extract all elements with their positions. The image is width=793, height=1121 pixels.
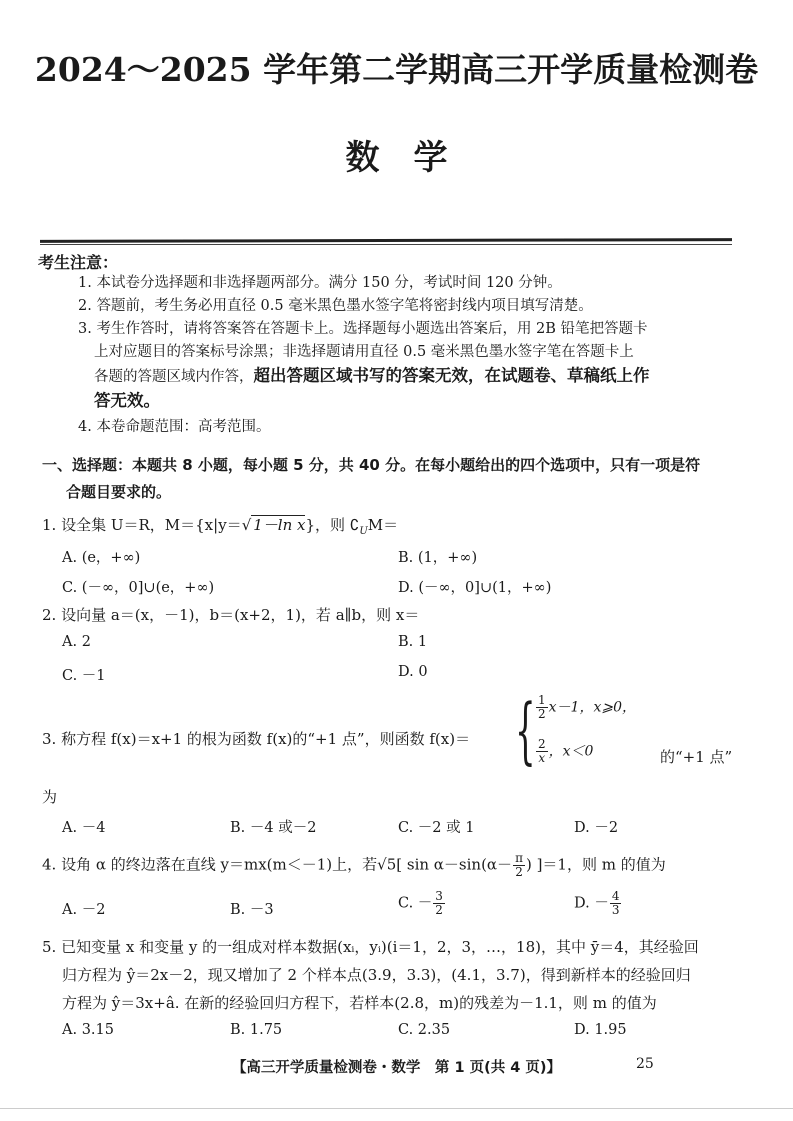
q3-piecewise-function [515, 690, 645, 780]
question-1-stem [42, 514, 398, 537]
q3-piece-2-den: x [538, 751, 546, 765]
q4-option-b[interactable]: B. －3 [230, 902, 274, 918]
left-brace-icon: { [515, 688, 536, 772]
q4-option-c-prefix: C. － [398, 895, 433, 912]
q4-option-c-den: 2 [435, 903, 443, 917]
q2-option-a[interactable]: A. 2 [62, 634, 91, 650]
q3-piece-1-num: 1 [538, 693, 546, 707]
q3-option-b[interactable]: B. －4 或－2 [230, 820, 317, 836]
q3-piece-2-frac [536, 738, 548, 765]
section-choice-line-2: 合题目要求的。 [66, 483, 172, 501]
q3-stem-wei: 为 [42, 788, 58, 806]
q4-stem-a: 4. 设角 α 的终边落在直线 y＝mx(m＜－1)上，若√5 [42, 855, 397, 874]
notice-item-4-label: 4. 本卷命题范围： [78, 419, 198, 435]
q4-pi-num: π [515, 851, 523, 865]
notice-item-3: 3. 考生作答时，请将答案答在答题卡上。选择题每小题选出答案后，用 2B 铅笔把答题卡 [78, 321, 648, 337]
header-rule-thin [40, 244, 732, 245]
notice-item-1: 1. 本试卷分选择题和非选择题两部分。满分 150 分，考试时间 120 分钟。 [78, 275, 562, 291]
q3-piece-2-tail: ，x＜0 [548, 743, 594, 760]
notice-item-4 [78, 416, 743, 439]
q4-option-c[interactable] [398, 890, 446, 917]
q4-option-d-prefix: D. － [574, 895, 609, 912]
q1-stem-b: }，则 ∁ [305, 516, 360, 534]
section-choice-heading [42, 452, 754, 506]
q1-option-d[interactable]: D. (－∞，0]∪(1，+∞) [398, 580, 552, 596]
exam-title: 2024～2025 学年第二学期高三开学质量检测卷 [34, 50, 759, 89]
notice-invalid-warning-end: 答无效。 [94, 391, 160, 410]
question-5-line-3: 方程为 ŷ＝3x+â. 在新的经验回归方程下，若样本(2.8，m)的残差为－1.1，则 m 的值为 [62, 994, 657, 1012]
q4-pi-den: 2 [515, 865, 523, 879]
q2-option-b[interactable]: B. 1 [398, 634, 428, 650]
q4-option-d[interactable] [574, 890, 622, 917]
q2-option-d[interactable]: D. 0 [398, 664, 428, 680]
q3-piece-2 [535, 738, 593, 765]
notice-list [78, 272, 743, 439]
q3-piece-2-num: 2 [538, 737, 546, 751]
q5-option-c[interactable]: C. 2.35 [398, 1022, 451, 1038]
q1-option-a[interactable]: A. (e，+∞) [62, 550, 141, 566]
subject-title: 数 学 [345, 138, 448, 178]
q5-option-a[interactable]: A. 3.15 [62, 1022, 114, 1038]
notice-invalid-warning: 超出答题区域书写的答案无效，在试题卷、草稿纸上作 [253, 366, 650, 385]
notice-item-3-cont-2-text: 各题的答题区域内作答， [94, 369, 254, 385]
q1-stem-c: M＝ [367, 516, 399, 534]
section-choice-line-1: 一、选择题：本题共 8 小题，每小题 5 分，共 40 分。在每小题给出的四个选项中，只有一项是符 [42, 456, 701, 474]
q4-option-d-num: 4 [611, 889, 620, 903]
notice-item-4-scope: 高考范围。 [197, 419, 271, 435]
notice-item-3-cont-2 [78, 364, 743, 389]
q4-option-d-den: 3 [611, 903, 620, 917]
q1-stem-a: 1. 设全集 U＝R，M＝{x|y＝ [42, 516, 242, 534]
q3-option-a[interactable]: A. －4 [62, 820, 106, 836]
q1-stem-sub: U [359, 526, 368, 537]
q3-option-c[interactable]: C. －2 或 1 [398, 820, 475, 836]
sqrt-symbol: √ [241, 516, 252, 534]
q4-option-c-frac [433, 890, 445, 917]
question-3-stem: 3. 称方程 f(x)＝x+1 的根为函数 f(x)的“+1 点”，则函数 f(x)＝ [42, 730, 471, 748]
q1-option-c[interactable]: C. (－∞，0]∪(e，+∞) [62, 580, 215, 596]
page-footer: 【高三开学质量检测卷・数学 第 1 页(共 4 页)】 [231, 1060, 562, 1076]
q4-stem-b: [ sin α－sin(α－ [396, 855, 513, 874]
q3-piece-1-tail: x－1，x⩾0， [548, 699, 636, 716]
notice-item-2: 2. 答题前，考生务必用直径 0.5 毫米黑色墨水签字笔将密封线内项目填写清楚。 [78, 298, 593, 314]
notice-heading: 考生注意： [38, 253, 119, 272]
q2-option-c[interactable]: C. －1 [62, 668, 106, 684]
q3-piece-1-den: 2 [538, 707, 546, 721]
header-rule-thick [40, 238, 732, 243]
q4-pi-frac [513, 852, 525, 879]
question-4-stem [42, 852, 666, 879]
q4-stem-c: ) ]＝1，则 m 的值为 [525, 855, 666, 874]
q4-option-c-num: 3 [435, 889, 443, 903]
q3-stem-after: 的“+1 点” [660, 748, 733, 766]
notice-item-3-cont-3 [78, 389, 743, 414]
q3-piece-1 [535, 694, 636, 721]
question-2-stem: 2. 设向量 a＝(x，－1)，b＝(x+2，1)，若 a∥b，则 x＝ [42, 606, 420, 624]
notice-item-3-cont-1: 上对应题目的答案标号涂黑；非选择题请用直径 0.5 毫米黑色墨水签字笔在答题卡上 [94, 344, 634, 360]
question-5-line-2: 归方程为 ŷ＝2x－2，现又增加了 2 个样本点(3.9，3.3)，(4.1，3.7)，得到新样本的经验回归 [62, 966, 691, 984]
q3-piece-1-frac [536, 694, 548, 721]
q5-option-d[interactable]: D. 1.95 [574, 1022, 627, 1038]
page-edge [0, 1108, 793, 1109]
question-5-line-1: 5. 已知变量 x 和变量 y 的一组成对样本数据(xᵢ，yᵢ)(i＝1，2，3，…，18)，其中 ȳ＝4，其经验回 [42, 938, 699, 956]
q4-option-a[interactable]: A. －2 [62, 902, 106, 918]
page-code: 25 [636, 1056, 654, 1072]
q4-option-d-frac [610, 890, 622, 917]
q3-option-d[interactable]: D. －2 [574, 820, 619, 836]
q1-stem-sqrt: 1－ln x [253, 516, 306, 534]
q5-option-b[interactable]: B. 1.75 [230, 1022, 283, 1038]
q1-option-b[interactable]: B. (1，+∞) [398, 550, 478, 566]
